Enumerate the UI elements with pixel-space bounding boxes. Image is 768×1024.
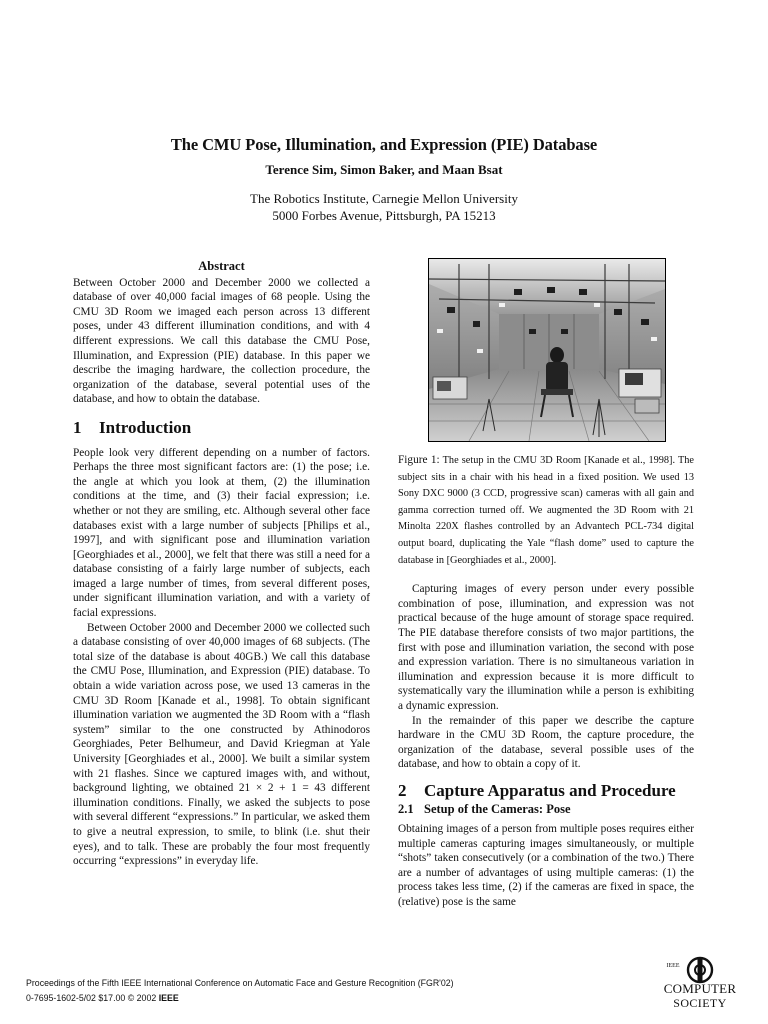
intro-paragraph-2: Between October 2000 and December 2000 we collected such a database consisting of over 40,000 images of 68 subjects. (The total size of the database is about 40GB.) We call this database the CMU Pose, Illumination, and Expression (PIE) database. To obtain a wide variation across pose, we used 13 cameras in the CMU 3D Room [Kanade et al., 1998]. To obtain significant illumination variation we augmented the 3D Room with a “flash system” similar to the one constructed by Athinodoros Georghiades, Peter Belhumeur, and David Kriegman at Yale University [Georghiades et al., 2000]. We built a similar system with 21 flashes. Since we captured images with, and without, background lighting, we obtained 21 × 2 + 1 = 43 different illumination conditions. Finally, we asked the subjects to pose with several different “expressions.” In particular, we asked them to give a neutral expression, to smile, to blink (i.e. shut their eyes), and to talk. These are probably the four most frequently occurring “expressions” in everyday life. xyxy=(73,621,370,868)
figure-caption-text: The setup in the CMU 3D Room [Kanade et al., 1998]. The subject sits in a chair with his head in a fixed position. We used 13 Sony DXC 9000 (3 CCD, progressive scan) cameras with all gain and gamma correction turned off. We augmented the 3D Room with 21 Minolta 220X flashes controlled by an Advantech PCL-734 digital output board, duplicating the Yale “flash dome” used to capture the database in [Georghiades et al., 2000]. xyxy=(398,455,694,566)
intro-paragraph-1: People look very different depending on a number of factors. Perhaps the three most significant factors are: (1) the pose; i.e. the angle at which you look at them, (2) the illumination conditions at the time, and (3) their facial expression; i.e. whether or not they are smiling, etc. Although several other face databases exist with a large number of subjects [Philips et al., 1997], and with significant pose and illumination variation [Georghiades et al., 2000], we felt that there was still a need for a database consisting of a fairly large number of subjects, each imaged a large number of times, from several different poses, under significant illumination variation, and with a variety of facial expressions. xyxy=(73,446,370,620)
subsection-title: Setup of the Cameras: Pose xyxy=(424,802,571,817)
logo-computer: COMPUTER xyxy=(663,981,737,996)
abstract-text: Between October 2000 and December 2000 we collected a database of over 40,000 facial images of 68 people. Using the CMU 3D Room we imaged each person across 13 different poses, under 43 different illumination conditions, and with 4 different expressions. We call this database the CMU Pose, Illumination, and Expression (PIE) database. In this paper we describe the imaging hardware, the collection procedure, the organization of the database, several potential uses of the database, and how to obtain the database. xyxy=(73,276,370,406)
section-heading-introduction xyxy=(73,417,370,437)
section-title: Capture Apparatus and Procedure xyxy=(424,780,676,800)
computer-society-logo xyxy=(655,955,745,1015)
subsection-heading-cameras xyxy=(398,802,694,817)
copyright-text: 0-7695-1602-5/02 $17.00 © 2002 xyxy=(26,993,157,1003)
affiliation-line: The Robotics Institute, Carnegie Mellon University xyxy=(250,191,518,206)
right-column xyxy=(398,258,694,910)
page-footer xyxy=(26,976,454,1006)
section-title: Introduction xyxy=(99,417,192,437)
address-line: 5000 Forbes Avenue, Pittsburgh, PA 15213 xyxy=(272,208,496,223)
proceedings-line: Proceedings of the Fifth IEEE International Conference on Automatic Face and Gesture Recognition (FGR'02) xyxy=(26,978,454,988)
paper-affiliation xyxy=(0,190,768,224)
paper-authors: Terence Sim, Simon Baker, and Maan Bsat xyxy=(265,162,503,177)
figure-label: Figure 1: xyxy=(398,454,440,466)
subsection-number: 2.1 xyxy=(398,802,414,817)
figure-1-photo xyxy=(428,258,666,442)
copyright-line xyxy=(26,991,454,1006)
figure-1-caption xyxy=(398,452,694,569)
logo-society: SOCIETY xyxy=(673,996,727,1010)
section-heading-capture xyxy=(398,780,694,800)
section-number: 2 xyxy=(398,780,407,800)
right-paragraph-1: Capturing images of every person under every possible combination of pose, illumination, and expression was not practical because of the huge amount of storage space required. The PIE database therefore consists of two major partitions, the first with pose and illumination variation, the second with pose and expression variation. There is no simultaneous variation in illumination and expression because it is more difficult to systematically vary the illumination while a person is exhibiting a dynamic expression. xyxy=(398,583,694,712)
paper-title: The CMU Pose, Illumination, and Expression (PIE) Database xyxy=(170,135,598,154)
section-number: 1 xyxy=(73,417,82,437)
lab-room-photo xyxy=(429,259,665,441)
abstract-heading: Abstract xyxy=(198,259,245,273)
capture-paragraph-1: Obtaining images of a person from multiple poses requires either multiple cameras capturing images simultaneously, or multiple “shots” taken consecutively (or a combination of the two.) There are a number of advantages of using multiple cameras: (1) the process takes less time, (2) if the cameras are fixed in space, the (relative) pose is the same xyxy=(398,823,694,909)
right-paragraph-2: In the remainder of this paper we describe the capture hardware in the CMU 3D Room, the capture procedure, the organization of the database, several possible uses of the database, and how to obtain a copy of it. xyxy=(398,714,694,771)
ieee-mark: IEEE xyxy=(158,993,179,1003)
left-column xyxy=(73,259,370,869)
logo-ieee-small: IEEE xyxy=(666,963,680,969)
